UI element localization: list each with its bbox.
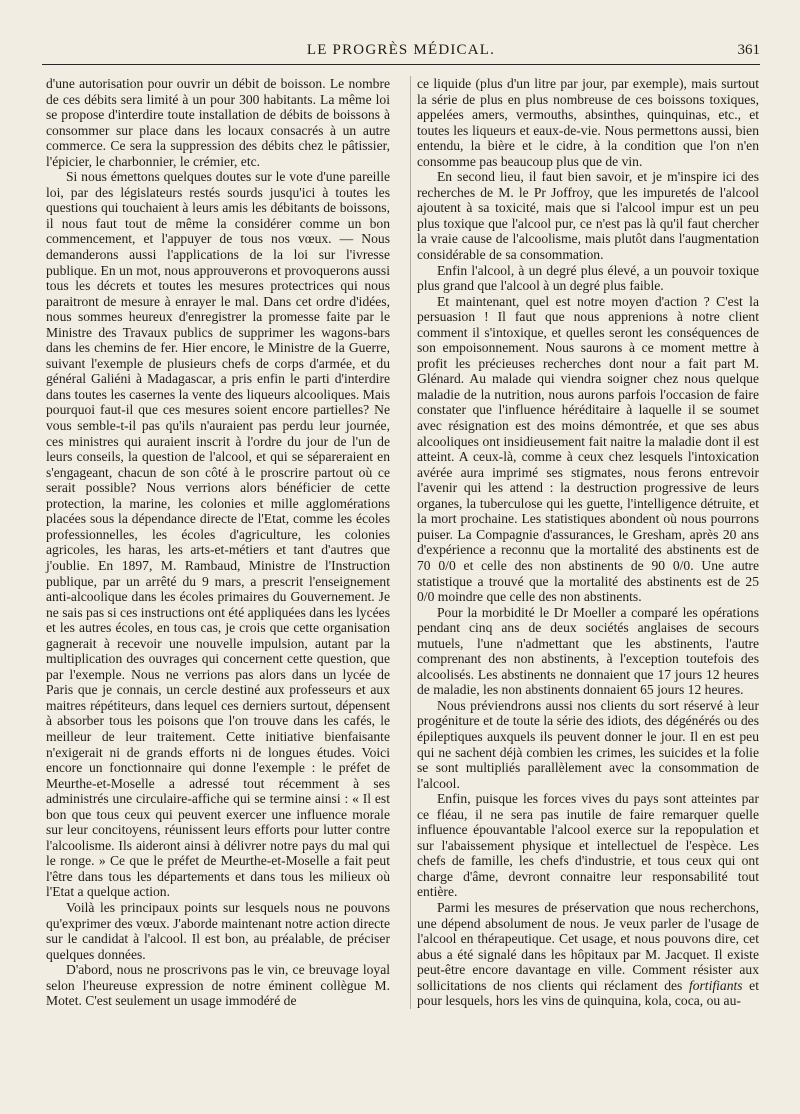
paragraph: Enfin l'alcool, à un degré plus élevé, a un pouvoir toxique plus grand que l'alcool à un degré plus faible. (417, 262, 759, 294)
left-column (46, 76, 390, 1009)
page-number: 361 (737, 42, 760, 58)
paragraph: Et maintenant, quel est notre moyen d'action ? C'est la persuasion ! Il faut que nous apprenions à notre client comment il s'intoxique, et quelles seront les conséquences de son empoisonnement. Nous saurons à ce moment mettre à profit les précieuses recherches dont nour a fait part M. Glénard. Au malade qui viendra soigner chez nous quelque maladie de la nutrition, nous aurons parfois l'occasion de faire constater que l'influence héréditaire à laquelle il se soumet avec résignation est des moins démontrée, et que ses abus alcooliques ont insidieusement fait naitre la maladie dont il est atteint. A ceux-là, comme à ceux chez lesquels l'intoxication avérée aura imprimé ses stigmates, nous ferons entrevoir l'avenir qui les attend : la destruction progressive de leurs organes, la tuberculose qui les guette, l'intelligence détruite, et la mort prochaine. Les statistiques abondent où nous pourrons puiser. La Compagnie d'assurances, le Gresham, après 20 ans d'expérience a reconnu que la mortalité des abstinents est de 70 0/0 et celle des non abstinents de 90 0/0. Une autre statistique a trouvé que la mortalité des abstinents est de 25 0/0 moindre que celle des non abstinents. (417, 293, 759, 605)
paragraph: Si nous émettons quelques doutes sur le vote d'une pareille loi, par des législateurs restés sourds jusqu'ici à toutes les questions qui touchaient à leurs amis les débitants de boissons, il nous faut tout de même la considérer comme un bon commencement, et l'appuyer de tous nos vœux. — Nous demanderons aussi l'applications de la loi sur l'ivresse publique. En un mot, nous approuverons et provoquerons aussi tous les décrets et toutes les mesures protectrices qui nous paraitront de mesure à enrayer le mal. Dans cet ordre d'idées, nous sommes heureux d'enregistrer la promesse faite par le Ministre des Travaux publics de supprimer les wagons-bars dans les chemins de fer. Hier encore, le Ministre de la Guerre, suivant l'exemple de plusieurs chefs de corps d'armée, et du général Galiéni à Madagascar, a pris enfin le parti d'interdire dans toutes les casernes la vente des liqueurs alcooliques. Mais pourquoi faut-il que ces mesures soient encore partielles? Ne vous semble-t-il pas qu'ils n'auraient pas perdu leur journée, ces ministres qui auraient inscrit à l'ordre du jour de l'un de leurs conseils, la question de l'alcool, et qui se sépareraient en s'engageant, chacun de son côté à le proscrire partout où ce serait possible? Nous verrions alors bénéficier de cette protection, la marine, les colonies et mille agglomérations placées sous la dépendance directe de l'Etat, comme les écoles professionnelles, les écoles d'agriculture, les colonies agricoles, les haras, les arts-et-métiers et tant d'autres que j'oublie. En 1897, M. Rambaud, Ministre de l'Instruction publique, par un arrêté du 9 mars, a prescrit l'enseignement anti-alcoolique dans les écoles primaires du Gouvernement. Je ne sais pas si ces instructions ont été appliquées dans les lycées et les autres écoles, en tous cas, je crois que cette organisation gagnerait à recevoir une nouvelle impulsion, autant par la multiplication des ouvrages qui concernent cette question, que par l'exemple. Nous ne verrions pas alors dans un lycée de Paris que je connais, un cercle destiné aux professeurs et aux maitres répétiteurs, dans lequel ces derniers surtout, dépensent à absorber tous les poisons que l'on trouve dans les cafés, le meilleur de leur traitement. Cette initiative bienfaisante n'exigerait ni de grands efforts ni de longues études. Voici encore un fonctionnaire qui donne l'exemple : le préfet de Meurthe-et-Moselle a adressé tout récemment à ses administrés une circulaire-affiche qui se termine ainsi : « Il est bon que tous ceux qui peuvent exercer une influence morale sur leur concitoyens, réunissent leurs efforts pour lutter contre l'alcoolisme. Ils aideront ainsi à délivrer notre pays du mal qui le ronge. » Ce que le préfet de Meurthe-et-Moselle a fait peut l'être dans tous les départements et dans tous les milieux où l'Etat a quelque action. (46, 169, 390, 900)
paragraph-text: Parmi les mesures de préservation que nous recherchons, une dépend absolument de nous. Je veux parler de l'usage de l'alcool en thérapeutique. Cet usage, et nous pouvons dire, cet abus a été signalé dans les hôpitaux par M. Jacquet. Il existe peut-être encore davantage en ville. Comment résister aux sollicitations de nos clients qui réclament des (417, 899, 759, 993)
italic-term: fortifiants (688, 977, 743, 993)
paragraph: d'une autorisation pour ouvrir un débit de boisson. Le nombre de ces débits sera limité à un pour 300 habitants. La même loi se propose d'interdire toute installation de débits de boissons à consommer sur place dans les locaux consacrés à un autre commerce. Ce sera la suppression des débits chez le pâtissier, l'épicier, le charbonnier, le crémier, etc. (46, 76, 390, 169)
paragraph: D'abord, nous ne proscrivons pas le vin, ce breuvage loyal selon l'heureuse expression de notre éminent collègue M. Motet. C'est seulement un usage immodéré de (46, 962, 390, 1009)
running-title: LE PROGRÈS MÉDICAL. (306, 42, 496, 58)
paragraph: En second lieu, il faut bien savoir, et je m'inspire ici des recherches de M. le Pr Joffroy, que les impuretés de l'alcool ajoutent à sa toxicité, mais que si l'alcool impur est un peu plus toxique que l'alcool pur, ce n'est pas là qu'il faut chercher la vraie cause de l'alcoolisme, mais plutôt dans l'augmentation considérable de sa consommation. (417, 169, 759, 263)
paragraph: Nous préviendrons aussi nos clients du sort réservé à leur progéniture et de toute la série des idiots, des dégénérés ou des épileptiques auxquels ils peuvent donner le jour. Il en est peu qui ne sachent déjà combien les crimes, les suicides et la folie se sont multipliés parallèlement avec la consommation de l'alcool. (417, 697, 759, 791)
paragraph: Voilà les principaux points sur lesquels nous ne pouvons qu'exprimer des vœux. J'aborde maintenant notre action directe sur le candidat à l'alcool. Il est bon, au préalable, de préciser quelques données. (46, 899, 390, 962)
paragraph: ce liquide (plus d'un litre par jour, par exemple), mais surtout la série de plus en plus nombreuse de ces boissons toxiques, appelées amers, vermouths, absinthes, quinquinas, etc., et toutes les liqueurs et eaux-de-vie. Nous permettons aussi, bien entendu, la bière et le cidre, à la condition que l'on n'en consomme pas beaucoup plus que de vin. (417, 76, 759, 169)
paragraph: Pour la morbidité le Dr Moeller a comparé les opérations pendant cinq ans de deux sociétés anglaises de secours mutuels, l'une n'admettant que les abstinents, l'autre comprenant des non abstinents, à l'exception toutefois des alcoolisés. Les abstinents ne donnaient que 17 jours 12 heures de maladie, les non abstinents donnaient 65 jours 12 heures. (417, 604, 759, 698)
paragraph (417, 900, 759, 1009)
paragraph: Enfin, puisque les forces vives du pays sont atteintes par ce fléau, il ne sera pas inutile de faire remarquer quelle influence épouvantable l'alcool exerce sur la repopulation et sur l'abaissement physique et intellectuel de l'espèce. Les chefs de famille, les chefs d'industrie, et tous ceux qui ont charge d'âme, devront connaitre leur responsabilité tout entière. (417, 791, 759, 900)
page-header (42, 38, 760, 65)
right-column (410, 76, 759, 1009)
paragraph-text: et pour lesquels, hors les vins de quinquina, kola, coca, ou au- (417, 977, 759, 1009)
